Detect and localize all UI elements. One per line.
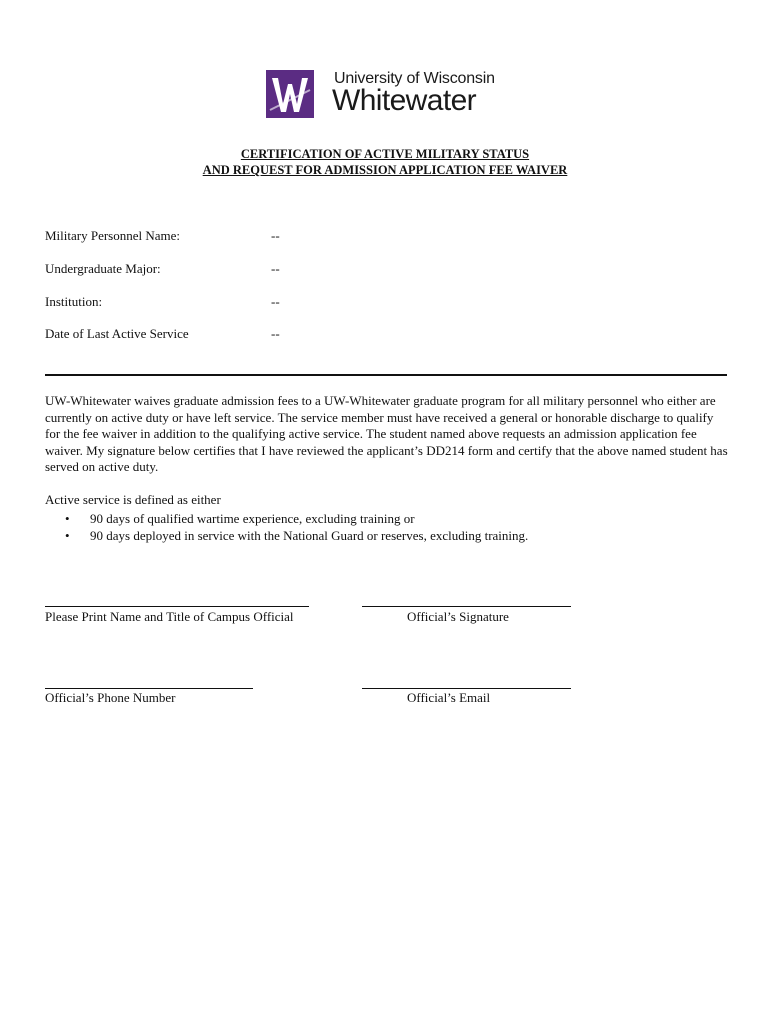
list-item-text: 90 days deployed in service with the National Guard or reserves, excluding training. — [90, 528, 529, 543]
university-logo — [266, 70, 506, 120]
print-name-signature-line[interactable] — [45, 606, 309, 607]
document-title — [0, 146, 770, 178]
official-signature-label: Official’s Signature — [407, 609, 509, 624]
field-undergraduate-major — [45, 261, 445, 279]
section-divider — [45, 374, 727, 376]
field-value: -- — [271, 228, 280, 243]
field-label: Military Personnel Name: — [45, 228, 181, 243]
field-label: Institution: — [45, 294, 103, 309]
bullet-icon: • — [65, 511, 70, 526]
official-signature-line[interactable] — [362, 606, 571, 607]
active-service-intro: Active service is defined as either — [45, 492, 221, 507]
list-item-text: 90 days of qualified wartime experience, excluding training or — [90, 511, 415, 526]
title-line-2: AND REQUEST FOR ADMISSION APPLICATION FEE WAIVER — [202, 163, 568, 177]
phone-number-signature-line[interactable] — [45, 688, 253, 689]
email-label: Official’s Email — [407, 690, 491, 705]
title-line-1: CERTIFICATION OF ACTIVE MILITARY STATUS — [240, 147, 530, 161]
logo-university-text: University of Wisconsin — [334, 70, 495, 87]
email-signature-line[interactable] — [362, 688, 571, 689]
phone-number-label: Official’s Phone Number — [45, 690, 176, 705]
field-value: -- — [271, 261, 280, 276]
field-label: Date of Last Active Service — [45, 326, 189, 341]
uw-whitewater-w-logo-icon — [266, 70, 314, 118]
field-value: -- — [271, 294, 280, 309]
field-value: -- — [271, 326, 280, 341]
bullet-icon: • — [65, 528, 70, 543]
field-military-personnel-name — [45, 228, 445, 246]
logo-campus-text: Whitewater — [332, 84, 477, 117]
print-name-label: Please Print Name and Title of Campus Official — [45, 609, 294, 624]
waiver-paragraph: UW-Whitewater waives graduate admission fees to a UW-Whitewater graduate program for all military personnel who either are currently on active duty or have left service. The service member must have received a general or honorable discharge to qualify for the fee waiver in addition to the qualifying active service. The student named above requests an admission application fee waiver. My signature below certifies that I have reviewed the applicant’s DD214 form and certify that the above named student has served on active duty. — [45, 393, 728, 475]
field-date-of-last-active-service — [45, 326, 445, 344]
field-institution — [45, 294, 445, 312]
field-label: Undergraduate Major: — [45, 261, 161, 276]
